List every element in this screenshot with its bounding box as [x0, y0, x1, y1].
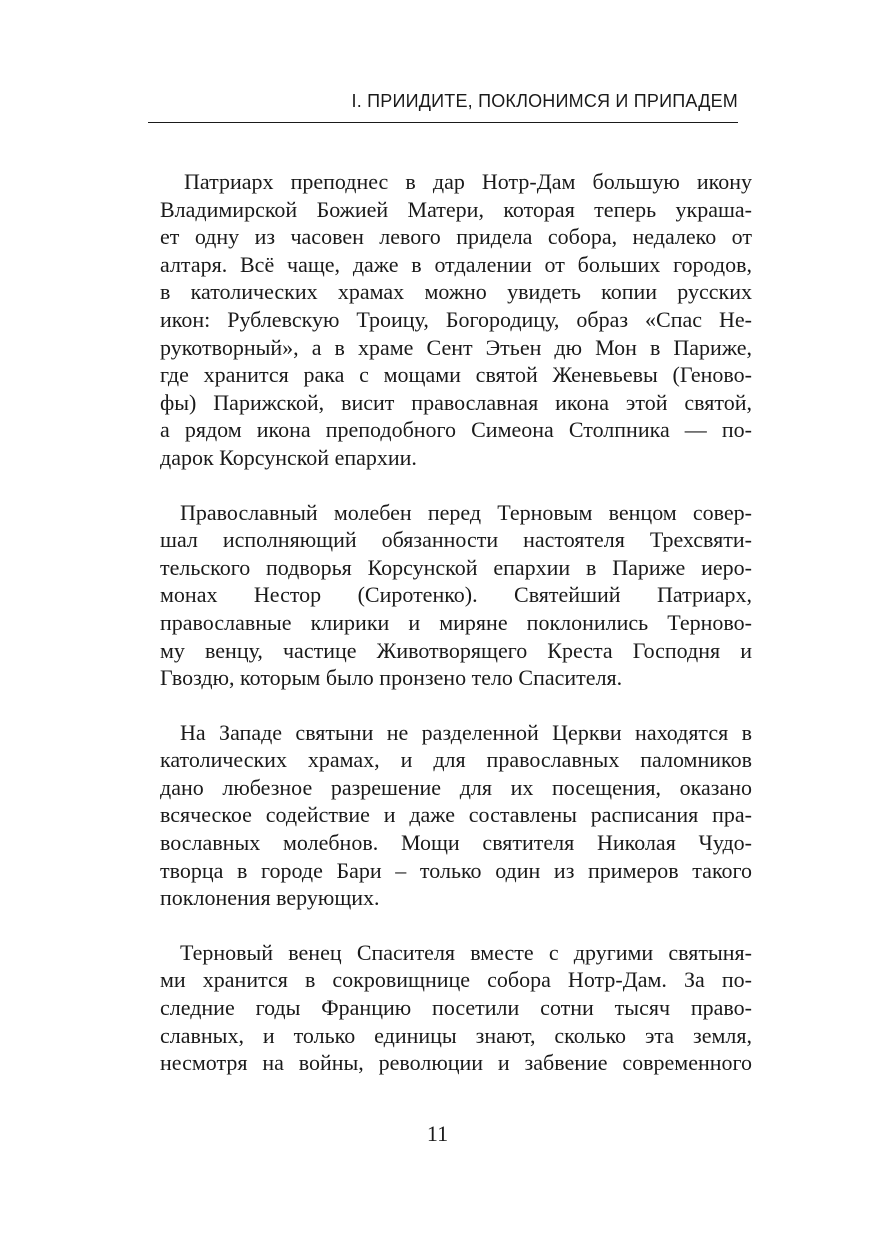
- text-line: икон: Рублевскую Троицу, Богородицу, образ «Спас Не-: [160, 306, 752, 332]
- text-line: шал исполняющий обязанности настоятеля Трехсвяти-: [160, 527, 752, 553]
- paragraph-3: [160, 719, 752, 912]
- running-head: I. ПРИИДИТЕ, ПОКЛОНИМСЯ И ПРИПАДЕМ: [351, 91, 738, 111]
- header-rule: [148, 122, 738, 123]
- text-line: поклонения верующих.: [160, 885, 380, 911]
- text-line: вославных молебнов. Мощи святителя Николая Чудо-: [160, 830, 752, 856]
- text-line: где хранится рака с мощами святой Женевьевы (Геново-: [160, 362, 752, 388]
- text-line: монах Нестор (Сиротенко). Святейший Патриарх,: [160, 582, 752, 608]
- text-line: тельского подворья Корсунской епархии в Париже иеро-: [160, 554, 752, 580]
- text-line: фы) Парижской, висит православная икона этой святой,: [160, 389, 752, 415]
- text-line: католических храмах, и для православных паломников: [160, 747, 752, 773]
- text-line: алтаря. Всё чаще, даже в отдалении от больших городов,: [160, 251, 752, 277]
- text-line: ми хранится в сокровищнице собора Нотр-Дам. За по-: [160, 967, 752, 993]
- text-line: в католических храмах можно увидеть копии русских: [160, 279, 752, 305]
- text-line: дарок Корсунской епархии.: [160, 444, 417, 470]
- text-line: рукотворный», а в храме Сент Этьен дю Мон в Париже,: [160, 334, 752, 360]
- text-line: славных, и только единицы знают, сколько эта земля,: [160, 1022, 752, 1048]
- paragraph-1: [160, 168, 752, 472]
- text-line: Патриарх преподнес в дар Нотр-Дам большую икону: [184, 169, 752, 194]
- text-line: Православный молебен перед Терновым венцом совер-: [180, 499, 752, 525]
- text-line: дано любезное разрешение для их посещения, оказано: [160, 774, 752, 800]
- text-line: следние годы Францию посетили сотни тысяч право-: [160, 995, 752, 1021]
- text-line: несмотря на войны, революции и забвение современного: [160, 1050, 752, 1076]
- page-number: 11: [426, 1121, 449, 1146]
- text-line: му венцу, частице Животворящего Креста Господня и: [160, 637, 752, 663]
- text-line: На Западе святыни не разделенной Церкви находятся в: [180, 719, 752, 745]
- text-line: ет одну из часовен левого придела собора, недалеко от: [160, 224, 752, 250]
- paragraph-4: [160, 939, 752, 1077]
- text-line: Терновый венец Спасителя вместе с другими святыня-: [180, 939, 752, 965]
- text-line: Владимирской Божией Матери, которая теперь украша-: [160, 196, 752, 222]
- text-line: всяческое содействие и даже составлены расписания пра-: [160, 802, 752, 828]
- text-line: творца в городе Бари – только один из примеров такого: [160, 857, 752, 883]
- text-line: а рядом икона преподобного Симеона Столпника — по-: [160, 417, 752, 443]
- paragraph-2: [160, 499, 752, 692]
- body-text: [160, 168, 752, 1104]
- text-line: Гвоздю, которым было пронзено тело Спасителя.: [160, 665, 623, 691]
- text-line: православные клирики и миряне поклонились Терново-: [160, 609, 752, 635]
